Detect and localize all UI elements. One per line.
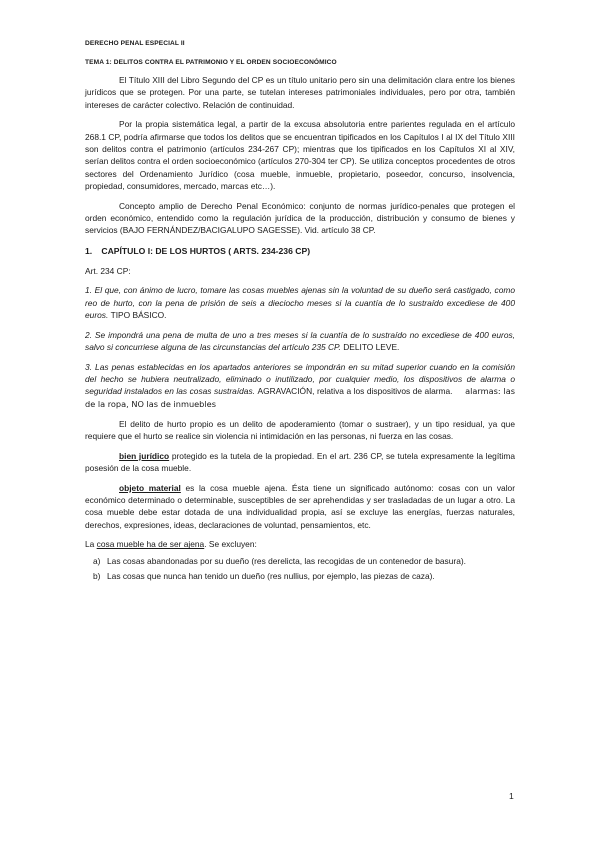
article-item-2 [85, 329, 515, 354]
bien-juridico-text: protegido es la tutela de la propiedad. En el art. 236 CP, se tutela expresamente la legítima posesión de la cosa mueble. [85, 450, 515, 473]
article-item-2-text: 2. Se impondrá una pena de multa de uno a tres meses si la cuantía de lo sustraído no excediese de 400 euros, salvo si concurriese alguna de las circunstancias del artículo 235 CP. [85, 329, 515, 353]
document-body [85, 74, 515, 585]
bien-juridico-term: bien jurídico [119, 450, 170, 461]
section-title: CAPÍTULO I: DE LOS HURTOS ( ARTS. 234-236 CP) [101, 245, 311, 256]
list-item-marker: b) [93, 571, 101, 581]
section-heading [85, 246, 515, 256]
intro-paragraph-3: Concepto amplio de Derecho Penal Económico: conjunto de normas jurídico-penales que protegen el orden económico, entendido como la regulación jurídica de la producción, distribución y consumo de bienes y servicios (BAJO FERNÁNDEZ/BACIGALUPO SAGESSE). Vid. artículo 38 CP. [85, 200, 515, 236]
article-label: Art. 234 CP: [85, 265, 131, 276]
article-item-3-annotation: alarmas: las de la ropa, NO las de inmuebles [85, 386, 516, 409]
ajena-paragraph [85, 538, 515, 550]
intro-paragraph-1: El Título XIII del Libro Segundo del CP es un título unitario pero sin una delimitación clara entre los bienes jurídicos que se protegen. Por una parte, se tutelan intereses patrimoniales individuales, pero por otra, también intereses de carácter colectivo. Relación de continuidad. [85, 75, 515, 110]
list-item-marker: a) [93, 555, 101, 566]
ajena-pre: La [85, 539, 95, 550]
page-number: 1 [509, 791, 514, 801]
section-number: 1. [85, 245, 93, 256]
list-item [85, 555, 515, 567]
ajena-term: cosa mueble ha de ser ajena [96, 539, 205, 550]
course-header: DERECHO PENAL ESPECIAL II [85, 40, 185, 47]
delito-paragraph: El delito de hurto propio es un delito de apoderamiento (tomar o sustraer), y un tipo residual, ya que requiere que el hurto se realice sin violencia ni intimidación en las personas, ni fuerza en las cosas. [85, 418, 515, 441]
article-item-3-text: 3. Las penas establecidas en los apartados anteriores se impondrán en su mitad superior cuando en la comisión del hecho se hubiera neutralizado, eliminado o inutilizado, por cualquier medio, los dispositivos de alarma o seguridad instalados en las cosas sustraídas. [85, 361, 515, 397]
article-item-3-note: AGRAVACIÓN, relativa a los dispositivos de alarma. [257, 386, 453, 397]
article-item-3 [85, 361, 515, 410]
objeto-material-text: es la cosa mueble ajena. Ésta tiene un significado autónomo: cosas con un valor económico determinado o determinable, susceptibles de ser aprehendidas y ser trasladadas de un lugar a otro. La cosa mueble debe estar dotada de una individualidad propia, así se excluye las energías, fuerzas naturales, derechos, expresiones, ideas, declaraciones de voluntad, pensamientos, etc. [85, 482, 516, 530]
article-item-1-note: TIPO BÁSICO. [110, 309, 167, 320]
article-item-1 [85, 284, 515, 321]
exclusion-list [85, 555, 515, 583]
bien-juridico-paragraph [85, 450, 515, 475]
list-item-text: Las cosas abandonadas por su dueño (res derelicta, las recogidas de un contenedor de basura). [107, 555, 466, 566]
objeto-material-paragraph [85, 482, 515, 531]
list-item-text: Las cosas que nunca han tenido un dueño (res nullius, por ejemplo, las piezas de caza). [107, 571, 435, 581]
article-item-1-text: 1. El que, con ánimo de lucro, tomare las cosas muebles ajenas sin la voluntad de su dueño será castigado, como reo de hurto, con la pena de prisión de seis a dieciocho meses si la cuantía de lo sustraído excediese de 400 euros. [85, 285, 515, 320]
list-item [85, 570, 515, 582]
intro-paragraph-2: Por la propia sistemática legal, a partir de la excusa absolutoria entre parientes regulada en el artículo 268.1 CP, podría afirmarse que todos los delitos que se encuentran tipificados en los Capítulos I al IX del Título XIII son delitos contra el patrimonio (artículos 234-267 CP); mientras que los tipificados en los Capítulos XI al XIV, serían delitos contra el orden socioeconómico (artículos 270-304 ter CP). Se utiliza conceptos procedentes de otros sectores del Ordenamiento Jurídico (cosa mueble, inmueble, propietario, poseedor, concurso, insolvencia, propiedad, consumidores, mercado, marcas etc…). [85, 119, 515, 191]
topic-header: TEMA 1: DELITOS CONTRA EL PATRIMONIO Y EL ORDEN SOCIOECONÓMICO [85, 59, 337, 66]
ajena-post: . Se excluyen: [204, 539, 257, 550]
article-item-2-note: DELITO LEVE. [343, 342, 400, 353]
objeto-material-term: objeto material [119, 482, 181, 493]
